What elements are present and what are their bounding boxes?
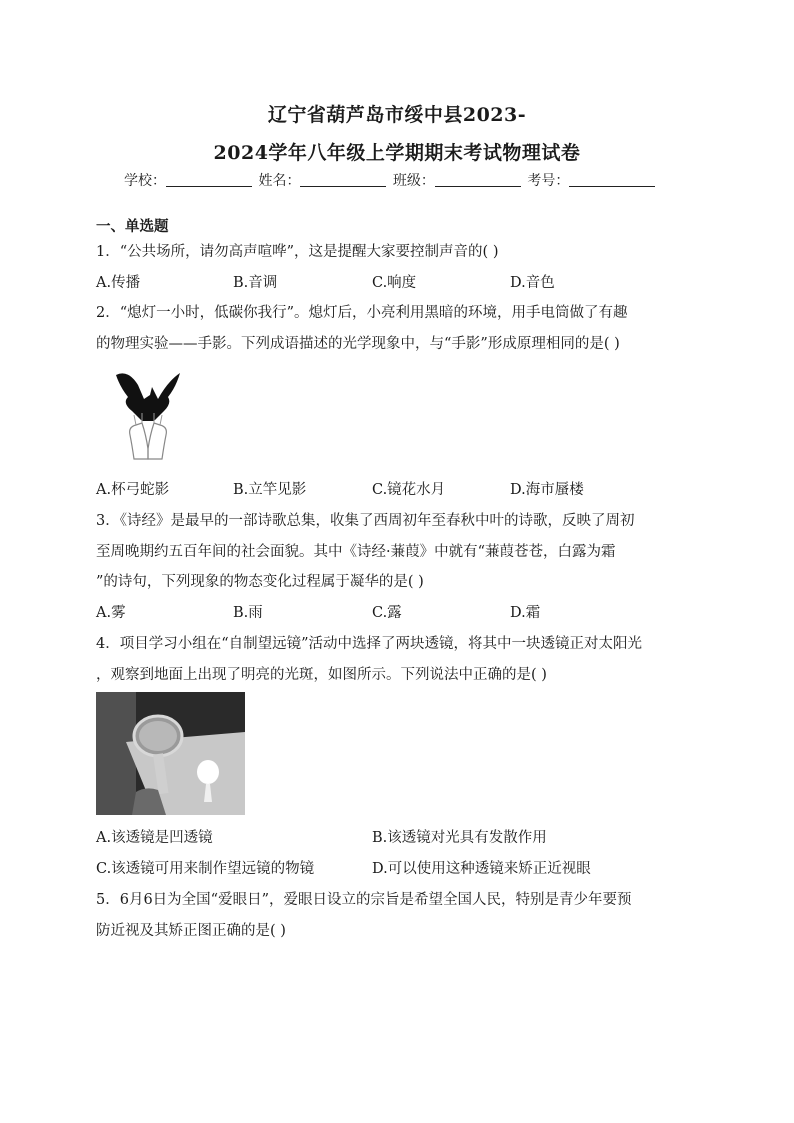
question-4-option-c: C.该透镜可用来制作望远镜的物镜 bbox=[96, 861, 315, 877]
question-2-option-d: D.海市蜃楼 bbox=[510, 482, 584, 498]
question-4-option-d: D.可以使用这种透镜来矫正近视眼 bbox=[372, 861, 591, 877]
question-3-line-3: ”的诗句，下列现象的物态变化过程属于凝华的是( ) bbox=[96, 574, 424, 590]
school-label: 学校： bbox=[124, 173, 166, 189]
question-2-option-b: B.立竿见影 bbox=[233, 482, 307, 498]
question-2-option-c: C.镜花水月 bbox=[372, 482, 446, 498]
section-title: 一、单选题 bbox=[96, 218, 169, 235]
name-label: 姓名： bbox=[258, 173, 301, 189]
magnifying-lens-photo bbox=[96, 692, 245, 815]
question-3-option-c: C.露 bbox=[372, 605, 402, 621]
question-2-line-1: 2．“熄灯一小时，低碳你我行”。熄灯后，小亮利用黑暗的环境，用手电筒做了有趣 bbox=[96, 305, 628, 321]
question-2-option-a: A.杯弓蛇影 bbox=[96, 482, 170, 498]
class-blank bbox=[435, 172, 521, 187]
question-4-line-2: ，观察到地面上出现了明亮的光斑，如图所示。下列说法中正确的是( ) bbox=[96, 667, 547, 683]
name-blank bbox=[300, 172, 386, 187]
question-3-line-2: 至周晚期约五百年间的社会面貌。其中《诗经·蒹葭》中就有“蒹葭苍苍，白露为霜 bbox=[96, 544, 616, 560]
exam-title-line1: 辽宁省葫芦岛市绥中县2023- bbox=[267, 104, 527, 126]
question-4-option-a: A.该透镜是凹透镜 bbox=[96, 830, 213, 846]
class-label: 班级： bbox=[392, 173, 435, 189]
question-1-option-d: D.音色 bbox=[510, 275, 555, 291]
student-info-line bbox=[124, 170, 657, 190]
question-5-line-1: 5．6月6日为全国“爱眼日”，爱眼日设立的宗旨是希望全国人民，特别是青少年要预 bbox=[96, 892, 632, 908]
question-3-option-a: A.雾 bbox=[96, 605, 126, 621]
question-1-option-b: B.音调 bbox=[233, 275, 278, 291]
question-3-option-d: D.霜 bbox=[510, 605, 541, 621]
exam-title-line2: 2024学年八年级上学期期末考试物理试卷 bbox=[213, 142, 581, 164]
number-blank bbox=[569, 172, 655, 187]
question-4-option-b: B.该透镜对光具有发散作用 bbox=[372, 830, 547, 846]
question-2-line-2: 的物理实验——手影。下列成语描述的光学现象中，与“手影”形成原理相同的是( ) bbox=[96, 336, 620, 352]
question-3-line-1: 3．《诗经》是最早的一部诗歌总集，收集了西周初年至春秋中叶的诗歌，反映了周初 bbox=[96, 513, 635, 529]
number-label: 考号： bbox=[527, 173, 570, 189]
school-blank bbox=[166, 172, 252, 187]
question-1-option-c: C.响度 bbox=[372, 275, 417, 291]
question-5-line-2: 防近视及其矫正图正确的是( ) bbox=[96, 923, 286, 939]
question-3-option-b: B.雨 bbox=[233, 605, 263, 621]
question-1-option-a: A.传播 bbox=[96, 275, 141, 291]
question-1-line-1: 1．“公共场所，请勿高声喧哗”，这是提醒大家要控制声音的( ) bbox=[96, 244, 499, 260]
hand-shadow-image bbox=[112, 365, 184, 461]
question-4-line-1: 4．项目学习小组在“自制望远镜”活动中选择了两块透镜，将其中一块透镜正对太阳光 bbox=[96, 636, 643, 652]
